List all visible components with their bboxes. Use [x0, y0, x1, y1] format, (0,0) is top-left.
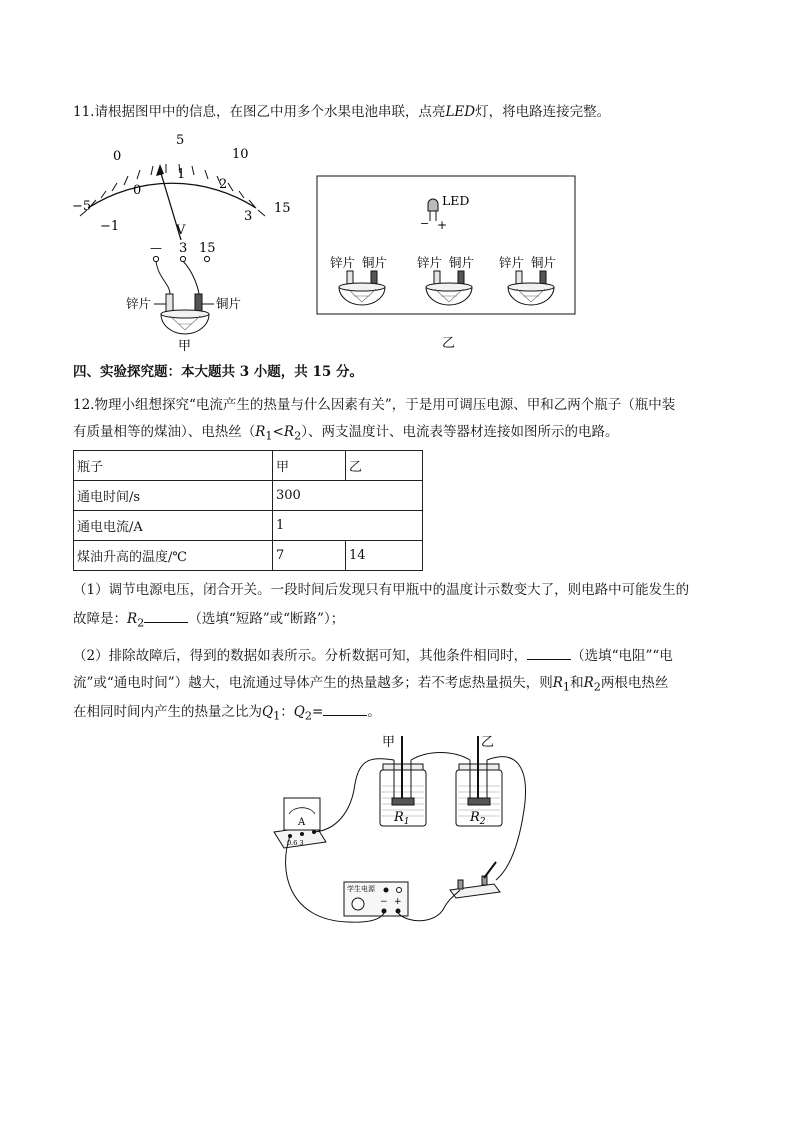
- q12-part2-line1: （2）排除故障后，得到的数据如表所示。分析数据可知，其他条件相同时， （选填“电阻”“电: [73, 644, 673, 667]
- table-cell: 煤油升高的温度/℃: [74, 541, 273, 571]
- circuit-figure: [268, 730, 528, 930]
- meter-unit: V: [176, 223, 186, 238]
- terminal-3: [180, 256, 185, 261]
- table-cell: 7: [273, 541, 346, 571]
- terminal-minus: [153, 256, 158, 261]
- copper-label: 铜片: [216, 296, 242, 311]
- table-row: [74, 511, 423, 541]
- table-cell: 1: [273, 511, 423, 541]
- answer-blank[interactable]: [144, 607, 188, 623]
- q12-part2-line2: 流”或“通电时间”）越大，电流通过导体产生的热量越多；若不考虑热量损失，则$R_1$和$R_2$两根电热丝: [73, 675, 669, 694]
- q12-part1-line2: 故障是：$R_2$ （选填“短路”或“断路”）；: [73, 607, 344, 635]
- table-row: [74, 451, 423, 481]
- voltmeter-figure: [66, 128, 306, 358]
- zinc-label: 锌片: [126, 296, 152, 311]
- tick: [124, 176, 128, 185]
- pointer-arrowhead: [156, 164, 164, 176]
- supply-plus: +: [394, 897, 402, 907]
- terminal-label-minus: —: [150, 241, 162, 255]
- inner-scale-label: 0: [133, 183, 142, 198]
- table-cell: 14: [346, 541, 423, 571]
- heating-wire: [392, 798, 414, 805]
- wire: [411, 753, 470, 761]
- table-cell: 通电电流/A: [74, 511, 273, 541]
- table-cell: 瓶子: [74, 451, 273, 481]
- figure-caption-jia: 甲: [178, 339, 192, 354]
- supply-indicator: [397, 888, 402, 893]
- tick: [258, 210, 265, 216]
- jar-yi: [456, 736, 502, 827]
- led-minus: −: [420, 217, 430, 230]
- supply-indicator: [384, 888, 389, 893]
- power-supply: [344, 882, 408, 916]
- tick: [192, 166, 194, 175]
- heating-wire: [468, 798, 490, 805]
- wire: [183, 261, 199, 294]
- zinc-label: 锌片: [330, 255, 356, 270]
- r2-label: $R_2$: [470, 810, 486, 827]
- jar-label-yi: 乙: [481, 735, 495, 750]
- jar-label-jia: 甲: [382, 735, 396, 750]
- inner-scale-label: −1: [100, 219, 120, 234]
- supply-terminal: [396, 909, 401, 914]
- tick: [228, 183, 233, 191]
- data-table: [73, 450, 423, 571]
- q12-line2: 有质量相等的煤油）、电热丝$(R_1<R_2)$、两支温度计、电流表等器材连接如图所示的电路。: [73, 424, 619, 443]
- tick: [205, 170, 208, 179]
- supply-minus: −: [380, 897, 388, 907]
- fruit-surface: [339, 283, 385, 291]
- supply-terminal: [382, 909, 387, 914]
- outer-scale-label: 0: [113, 149, 122, 164]
- ammeter-range-labels: 0.6 3: [287, 839, 304, 847]
- fruit-surface: [508, 283, 554, 291]
- tick: [151, 166, 153, 175]
- copper-electrode: [195, 294, 202, 312]
- copper-label: 铜片: [362, 255, 388, 270]
- q12-part2-line3: 在相同时间内产生的热量之比为$Q_1$：$Q_2=$ 。: [73, 700, 381, 728]
- table-row: [74, 481, 423, 511]
- ammeter-terminal: [300, 832, 304, 836]
- switch-clip: [458, 880, 463, 889]
- tick: [101, 191, 106, 198]
- figure-caption-yi: 乙: [442, 336, 456, 351]
- terminal-label-3: 3: [179, 241, 188, 256]
- supply-knob: [352, 898, 364, 910]
- q12-line1: 12.物理小组想探究“电流产生的热量与什么因素有关”，于是用可调压电源、甲和乙两个瓶子（瓶中装: [73, 397, 676, 413]
- terminal-label-15: 15: [199, 241, 216, 256]
- table-row: [74, 541, 423, 571]
- r1-label: $R_1$: [394, 810, 410, 827]
- led-label: LED: [442, 193, 470, 208]
- led-bulb: [428, 199, 438, 211]
- q11-text: 11.请根据图甲中的信息，在图乙中用多个水果电池串联，点亮LED灯，将电路连接完整。: [73, 104, 611, 120]
- inner-scale-label: 1: [177, 167, 186, 182]
- outer-scale-label: 15: [274, 201, 291, 216]
- fruit-surface: [161, 310, 209, 318]
- led-plus: +: [437, 218, 448, 232]
- outer-scale-label: −5: [72, 199, 92, 214]
- outer-scale-label: 10: [232, 147, 249, 162]
- table-cell: 300: [273, 481, 423, 511]
- ammeter-symbol: A: [298, 817, 306, 828]
- answer-blank[interactable]: [323, 700, 367, 716]
- figure-yi: [316, 175, 578, 351]
- terminal-15: [204, 256, 209, 261]
- q12-part1-line1: （1）调节电源电压，闭合开关。一段时间后发现只有甲瓶中的温度计示数变大了，则电路中可能发生的: [73, 582, 690, 598]
- tick: [239, 191, 244, 198]
- inner-scale-label: 3: [244, 209, 253, 224]
- table-cell: 乙: [346, 451, 423, 481]
- tick: [137, 170, 140, 179]
- switch-blade: [484, 862, 496, 878]
- zinc-label: 锌片: [417, 255, 443, 270]
- copper-label: 铜片: [531, 255, 557, 270]
- supply-label: 学生电源: [347, 885, 375, 893]
- copper-label: 铜片: [449, 255, 475, 270]
- table-cell: 通电时间/s: [74, 481, 273, 511]
- section-heading: 四、实验探究题：本大题共 3 小题，共 15 分。: [73, 364, 363, 380]
- answer-blank[interactable]: [527, 644, 571, 660]
- outer-scale-label: 5: [176, 133, 185, 148]
- tick: [112, 183, 117, 191]
- inner-scale-label: 2: [219, 177, 228, 192]
- zinc-label: 锌片: [499, 255, 525, 270]
- ammeter: [274, 798, 326, 848]
- table-cell: 甲: [273, 451, 346, 481]
- wire: [156, 261, 170, 294]
- fruit-surface: [426, 283, 472, 291]
- zinc-electrode: [166, 294, 173, 312]
